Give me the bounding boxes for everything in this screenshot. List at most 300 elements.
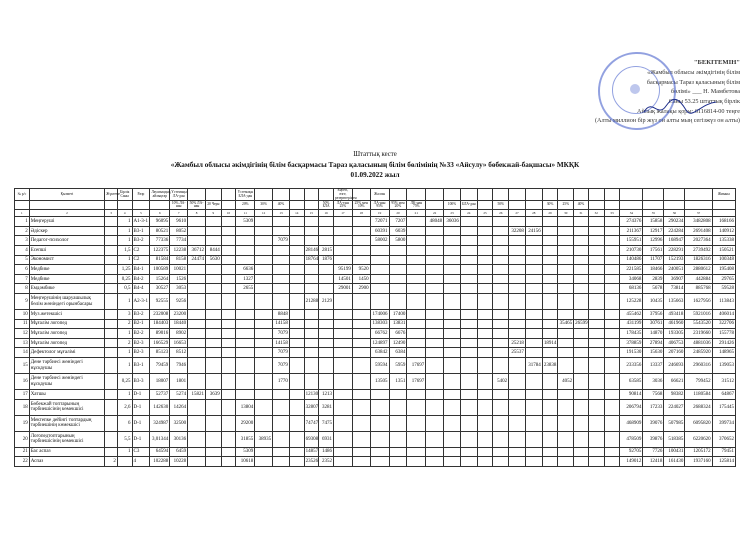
column-header: № р/с	[15, 189, 30, 201]
table-cell: 1	[117, 390, 132, 400]
column-number: 29	[542, 210, 558, 217]
table-cell: 7726	[643, 447, 664, 457]
column-header	[664, 189, 685, 201]
table-cell	[574, 457, 589, 467]
table-cell: 22	[15, 457, 30, 467]
table-cell: 184403	[150, 319, 170, 329]
table-cell: 191530	[620, 348, 643, 358]
grade-cell: D-1	[132, 415, 150, 431]
table-cell: 15264	[150, 274, 170, 284]
column-number: 18	[352, 210, 370, 217]
table-cell	[525, 274, 542, 284]
approval-header: "БЕКІТЕМІН"	[693, 59, 740, 66]
table-cell	[205, 329, 221, 339]
table-cell	[477, 284, 493, 294]
table-cell	[558, 274, 574, 284]
table-cell: 210730	[620, 246, 643, 256]
table-cell: 11707	[643, 255, 664, 265]
table-cell	[588, 338, 604, 348]
table-cell: 2027364	[685, 236, 712, 246]
table-cell: 493418	[664, 310, 685, 320]
table-cell	[407, 457, 426, 467]
table-cell	[407, 255, 426, 265]
table-cell: 431199	[620, 319, 643, 329]
table-cell	[525, 294, 542, 310]
table-cell	[477, 246, 493, 256]
column-subheader: 10% ЛА-нан	[170, 201, 188, 210]
table-cell: 48048	[426, 217, 444, 227]
table-cell	[370, 390, 389, 400]
position-name: Дене тәрбиесі жөніндегі нұсқаушы	[29, 358, 105, 374]
table-cell	[221, 415, 236, 431]
table-cell: 5309	[236, 217, 255, 227]
table-cell	[370, 255, 389, 265]
column-header	[525, 189, 542, 201]
table-cell	[352, 217, 370, 227]
table-cell: 28146	[304, 246, 319, 256]
table-cell: 11	[15, 319, 30, 329]
approval-line: Айлық жалақы қоры: 6116814-00 теңге	[637, 107, 740, 115]
table-cell	[542, 374, 558, 390]
column-subheader: ЛА-нан 95%	[370, 201, 389, 210]
table-cell	[444, 310, 461, 320]
table-cell	[205, 358, 221, 374]
table-cell	[444, 255, 461, 265]
table-cell	[407, 431, 426, 447]
table-cell: 3,01344	[150, 431, 170, 447]
table-cell	[221, 399, 236, 415]
approval-line: Саны 53.25 штаттық бірлік	[668, 98, 740, 106]
table-cell	[105, 348, 118, 358]
table-cell	[105, 226, 118, 236]
table-cell: 6931	[319, 431, 334, 447]
table-cell: 5630	[205, 255, 221, 265]
table-cell: 7079	[273, 236, 290, 246]
table-cell	[477, 329, 493, 339]
column-subheader: 20%	[236, 201, 255, 210]
table-cell: 206794	[620, 399, 643, 415]
table-cell: 478509	[620, 431, 643, 447]
table-cell	[304, 284, 319, 294]
table-cell	[289, 284, 304, 294]
grade-cell: D-1	[132, 399, 150, 415]
table-header	[15, 189, 736, 217]
position-name: Логопедтоптарының тәрбиешісінің көмекшісі	[29, 431, 105, 447]
column-header	[509, 189, 526, 201]
grade-cell: В3-3	[132, 374, 150, 390]
table-cell	[509, 246, 526, 256]
table-cell	[105, 431, 118, 447]
table-cell	[604, 390, 620, 400]
table-cell	[477, 374, 493, 390]
table-cell	[407, 399, 426, 415]
table-cell: 12917	[643, 226, 664, 236]
table-cell	[289, 374, 304, 390]
table-cell	[493, 284, 509, 294]
table-cell	[460, 226, 477, 236]
table-cell	[319, 217, 334, 227]
table-cell	[493, 338, 509, 348]
table-cell: 2815	[319, 246, 334, 256]
table-cell	[273, 399, 290, 415]
table-cell	[273, 415, 290, 431]
table-cell	[407, 447, 426, 457]
column-number: 5	[132, 210, 150, 217]
table-cell	[289, 399, 304, 415]
table-cell	[493, 255, 509, 265]
table-cell	[370, 284, 389, 294]
table-cell: 23200	[170, 310, 188, 320]
table-cell: 52737	[150, 390, 170, 400]
table-cell	[304, 338, 319, 348]
grade-cell: С2	[132, 255, 150, 265]
table-cell	[205, 457, 221, 467]
table-cell: 1	[117, 255, 132, 265]
doc-date: 01.09.2022 жыл	[350, 171, 400, 180]
table-cell: 6	[15, 265, 30, 275]
column-number: 3	[105, 210, 118, 217]
table-cell	[289, 274, 304, 284]
table-cell	[558, 310, 574, 320]
table-cell	[426, 348, 444, 358]
table-cell	[444, 246, 461, 256]
table-cell	[509, 374, 526, 390]
table-cell	[105, 310, 118, 320]
table-cell	[105, 217, 118, 227]
table-row	[15, 255, 736, 265]
table-cell: 1486	[319, 447, 334, 457]
table-cell	[525, 338, 542, 348]
grade-cell: В4-2	[132, 274, 150, 284]
column-number: 11	[236, 210, 255, 217]
table-cell	[604, 217, 620, 227]
table-cell	[255, 310, 273, 320]
table-cell	[426, 431, 444, 447]
column-subheader: 30%	[542, 201, 558, 210]
table-cell: 2739492	[685, 246, 712, 256]
table-cell	[333, 294, 352, 310]
table-cell	[460, 274, 477, 284]
table-body	[15, 217, 736, 467]
table-cell	[304, 217, 319, 227]
table-cell: 1327	[236, 274, 255, 284]
table-cell	[493, 390, 509, 400]
table-cell: 1	[117, 217, 132, 227]
table-cell: 8512	[170, 348, 188, 358]
table-cell: 140486	[620, 255, 643, 265]
table-cell	[236, 390, 255, 400]
column-subheader: 95% мен 20%	[389, 201, 407, 210]
table-cell: 125228	[620, 294, 643, 310]
table-cell: 122375	[150, 246, 170, 256]
column-header	[460, 189, 477, 201]
column-number: 33	[604, 210, 620, 217]
table-cell	[574, 274, 589, 284]
column-header	[620, 189, 643, 201]
column-subheader: ЛК-нан 75%	[407, 201, 426, 210]
table-cell: 2	[117, 319, 132, 329]
table-cell	[493, 415, 509, 431]
table-cell	[444, 358, 461, 374]
table-cell: 10021	[170, 265, 188, 275]
table-cell	[389, 457, 407, 467]
table-cell	[407, 348, 426, 358]
table-cell	[604, 319, 620, 329]
table-cell	[304, 310, 319, 320]
table-cell	[493, 358, 509, 374]
table-cell	[477, 338, 493, 348]
table-cell: 39076	[643, 415, 664, 431]
table-cell: 8	[15, 284, 30, 294]
table-cell	[273, 274, 290, 284]
table-cell: 166529	[150, 338, 170, 348]
table-cell: 7079	[273, 329, 290, 339]
table-cell: 21288	[304, 294, 319, 310]
table-cell	[426, 374, 444, 390]
table-cell	[333, 217, 352, 227]
table-cell	[444, 399, 461, 415]
table-row	[15, 348, 736, 358]
table-cell	[205, 399, 221, 415]
column-number: 14	[289, 210, 304, 217]
table-cell	[542, 236, 558, 246]
table-cell: 5402	[493, 374, 509, 390]
column-subheader: 100%	[444, 201, 461, 210]
table-cell	[389, 284, 407, 294]
table-cell: 135338	[712, 236, 735, 246]
table-cell: 9256	[170, 294, 188, 310]
table-cell	[574, 294, 589, 310]
table-cell	[604, 399, 620, 415]
table-cell	[352, 226, 370, 236]
position-name: Мұғалім логопед	[29, 329, 105, 339]
table-cell	[460, 319, 477, 329]
table-cell	[273, 447, 290, 457]
table-cell: 15821	[188, 390, 206, 400]
table-cell	[588, 217, 604, 227]
column-number: 16	[319, 210, 334, 217]
table-cell	[604, 255, 620, 265]
column-subheader	[664, 201, 685, 210]
table-cell: 799452	[685, 374, 712, 390]
document-title	[0, 150, 750, 181]
table-cell	[352, 329, 370, 339]
table-cell	[525, 217, 542, 227]
table-cell: 233356	[620, 358, 643, 374]
table-cell	[304, 319, 319, 329]
table-cell	[444, 265, 461, 275]
table-cell	[426, 338, 444, 348]
column-subheader: 25%	[558, 201, 574, 210]
approval-line: бөлімі» ___ Н. Мамбетова	[671, 88, 740, 96]
table-cell	[460, 329, 477, 339]
table-cell: 8052	[170, 226, 188, 236]
table-cell	[188, 431, 206, 447]
table-cell: 240051	[664, 265, 685, 275]
position-name: Әдіскер	[29, 226, 105, 236]
table-cell	[444, 447, 461, 457]
table-cell	[221, 236, 236, 246]
table-cell	[205, 226, 221, 236]
table-cell: 7	[15, 274, 30, 284]
column-number: 36	[664, 210, 685, 217]
table-cell	[558, 415, 574, 431]
table-cell: 138303	[370, 319, 389, 329]
table-cell	[525, 447, 542, 457]
table-cell: 12130	[304, 390, 319, 400]
table-cell: 168947	[664, 236, 685, 246]
table-cell	[588, 431, 604, 447]
table-cell	[236, 294, 255, 310]
table-cell	[588, 348, 604, 358]
staffing-table	[14, 188, 736, 467]
table-cell	[542, 348, 558, 358]
position-name: Мұғалім логопед	[29, 338, 105, 348]
table-cell	[604, 348, 620, 358]
table-cell: 29200	[236, 415, 255, 431]
table-cell	[105, 319, 118, 329]
table-cell: 14870	[643, 329, 664, 339]
table-cell	[493, 310, 509, 320]
table-cell	[304, 329, 319, 339]
doc-subtitle: «Жамбыл облысы әкімдігінің білім басқармасы Тараз қаласының білім бөлімінің №33 «Айсулу» бөбекжай-бақшасы» МКҚК	[170, 160, 580, 169]
table-cell: 31855	[236, 431, 255, 447]
table-cell: 1213	[319, 390, 334, 400]
column-number: 10	[221, 210, 236, 217]
table-cell	[558, 255, 574, 265]
table-row	[15, 457, 736, 467]
table-cell	[370, 457, 389, 467]
table-cell	[477, 447, 493, 457]
table-cell: 13505	[370, 374, 389, 390]
table-cell: 23526	[304, 457, 319, 467]
table-cell	[426, 255, 444, 265]
table-cell	[236, 246, 255, 256]
table-cell: 9	[15, 294, 30, 310]
table-cell	[289, 431, 304, 447]
table-cell	[525, 348, 542, 358]
table-cell	[289, 329, 304, 339]
table-cell	[407, 284, 426, 294]
table-cell	[460, 399, 477, 415]
table-cell	[509, 447, 526, 457]
table-cell: 64594	[150, 447, 170, 457]
table-cell	[407, 226, 426, 236]
table-cell: 406014	[712, 310, 735, 320]
table-cell	[255, 246, 273, 256]
table-cell: 139053	[712, 358, 735, 374]
table-cell	[255, 338, 273, 348]
table-cell	[542, 457, 558, 467]
table-cell: 19	[15, 415, 30, 431]
table-cell	[509, 431, 526, 447]
table-cell	[604, 265, 620, 275]
table-cell: 10618	[236, 457, 255, 467]
table-cell	[319, 329, 334, 339]
table-cell: 92555	[150, 294, 170, 310]
table-cell: 63842	[370, 348, 389, 358]
table-cell: 1,25	[117, 265, 132, 275]
position-name: Меңгерушінің шаруашылық бөлім жөніндегі орынбасары	[29, 294, 105, 310]
table-cell: 2319660	[685, 329, 712, 339]
table-cell	[444, 338, 461, 348]
column-number: 15	[304, 210, 319, 217]
table-cell: 89016	[150, 329, 170, 339]
table-cell	[460, 374, 477, 390]
table-cell	[574, 265, 589, 275]
table-cell: 14158	[273, 338, 290, 348]
column-subheader	[426, 201, 444, 210]
table-cell: 13337	[643, 358, 664, 374]
table-cell	[604, 431, 620, 447]
table-row	[15, 226, 736, 236]
column-subheader	[604, 201, 620, 210]
table-cell: 2,6	[117, 399, 132, 415]
table-cell	[444, 294, 461, 310]
table-cell	[407, 246, 426, 256]
table-cell	[477, 274, 493, 284]
table-cell	[444, 374, 461, 390]
table-cell: 5	[15, 255, 30, 265]
table-cell	[370, 399, 389, 415]
table-cell	[407, 265, 426, 275]
table-cell	[426, 274, 444, 284]
table-cell	[273, 265, 290, 275]
table-cell	[236, 255, 255, 265]
table-cell	[333, 374, 352, 390]
table-cell	[105, 274, 118, 284]
table-cell: 211367	[620, 226, 643, 236]
table-cell	[588, 274, 604, 284]
table-cell	[604, 274, 620, 284]
table-cell	[289, 415, 304, 431]
table-cell: 1351	[389, 374, 407, 390]
table-cell	[236, 310, 255, 320]
table-cell	[493, 431, 509, 447]
column-subheader	[29, 201, 105, 210]
table-cell	[558, 329, 574, 339]
table-cell	[221, 255, 236, 265]
table-cell	[333, 329, 352, 339]
table-cell: 290234	[664, 217, 685, 227]
table-cell	[509, 399, 526, 415]
table-cell	[188, 294, 206, 310]
table-cell	[273, 255, 290, 265]
table-cell	[188, 329, 206, 339]
table-cell: 7079	[273, 348, 290, 358]
table-cell: 79451	[712, 447, 735, 457]
table-cell	[255, 226, 273, 236]
table-cell: 3281	[319, 399, 334, 415]
table-cell: 36036	[444, 217, 461, 227]
column-subheader	[132, 201, 150, 210]
table-cell	[558, 348, 574, 358]
table-cell	[493, 399, 509, 415]
table-cell	[221, 217, 236, 227]
table-cell	[352, 374, 370, 390]
table-cell: 5543520	[685, 319, 712, 329]
table-cell: 102288	[150, 457, 170, 467]
table-cell: 3053	[170, 284, 188, 294]
table-cell	[558, 236, 574, 246]
table-cell	[389, 415, 407, 431]
table-cell	[558, 294, 574, 310]
table-cell	[289, 226, 304, 236]
table-cell: 155951	[620, 236, 643, 246]
table-cell	[333, 338, 352, 348]
table-cell	[255, 265, 273, 275]
table-cell: 95199	[333, 265, 352, 275]
